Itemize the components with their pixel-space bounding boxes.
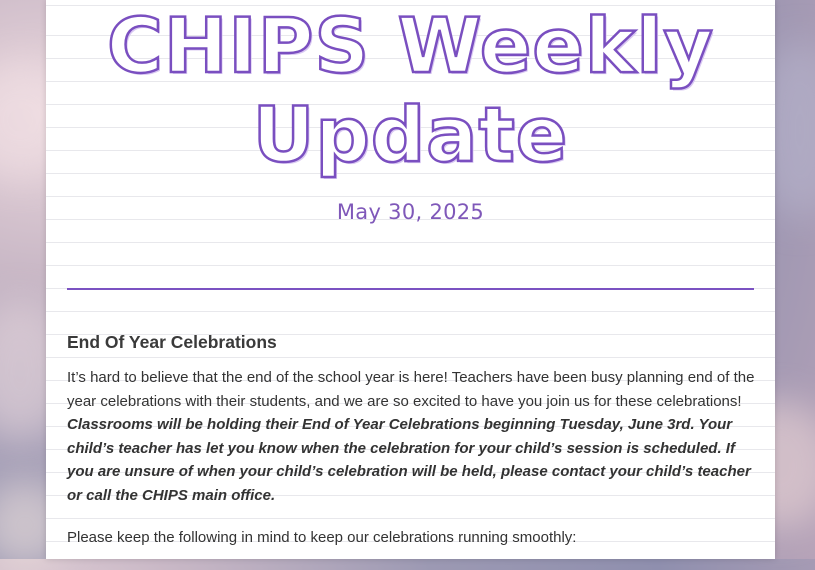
keep-in-mind-text: Please keep the following in mind to keep our celebrations running smoothly:	[67, 529, 577, 546]
newsletter-page	[46, 0, 775, 559]
section-divider	[67, 288, 754, 290]
newsletter-title-line1: CHIPS Weekly	[107, 1, 714, 90]
newsletter-title-line2: Update	[252, 90, 569, 179]
newsletter-date: May 30, 2025	[336, 200, 485, 224]
section-body	[67, 366, 757, 508]
section-emphasis-text: Classrooms will be holding their End of Year Celebrations beginning Tuesday, June 3rd. Your child’s teacher has let you know when the celebration for your child’s session is scheduled. If you are unsure of when your child’s celebration will be held, please contact your child’s teacher or call the CHIPS main office.	[67, 416, 751, 504]
section-heading: End Of Year Celebrations	[67, 332, 277, 352]
section-intro-text: It’s hard to believe that the end of the school year is here! Teachers have been busy planning end of the year celebrations with their students, and we are so excited to have you join us for these celebrations!	[67, 369, 755, 410]
